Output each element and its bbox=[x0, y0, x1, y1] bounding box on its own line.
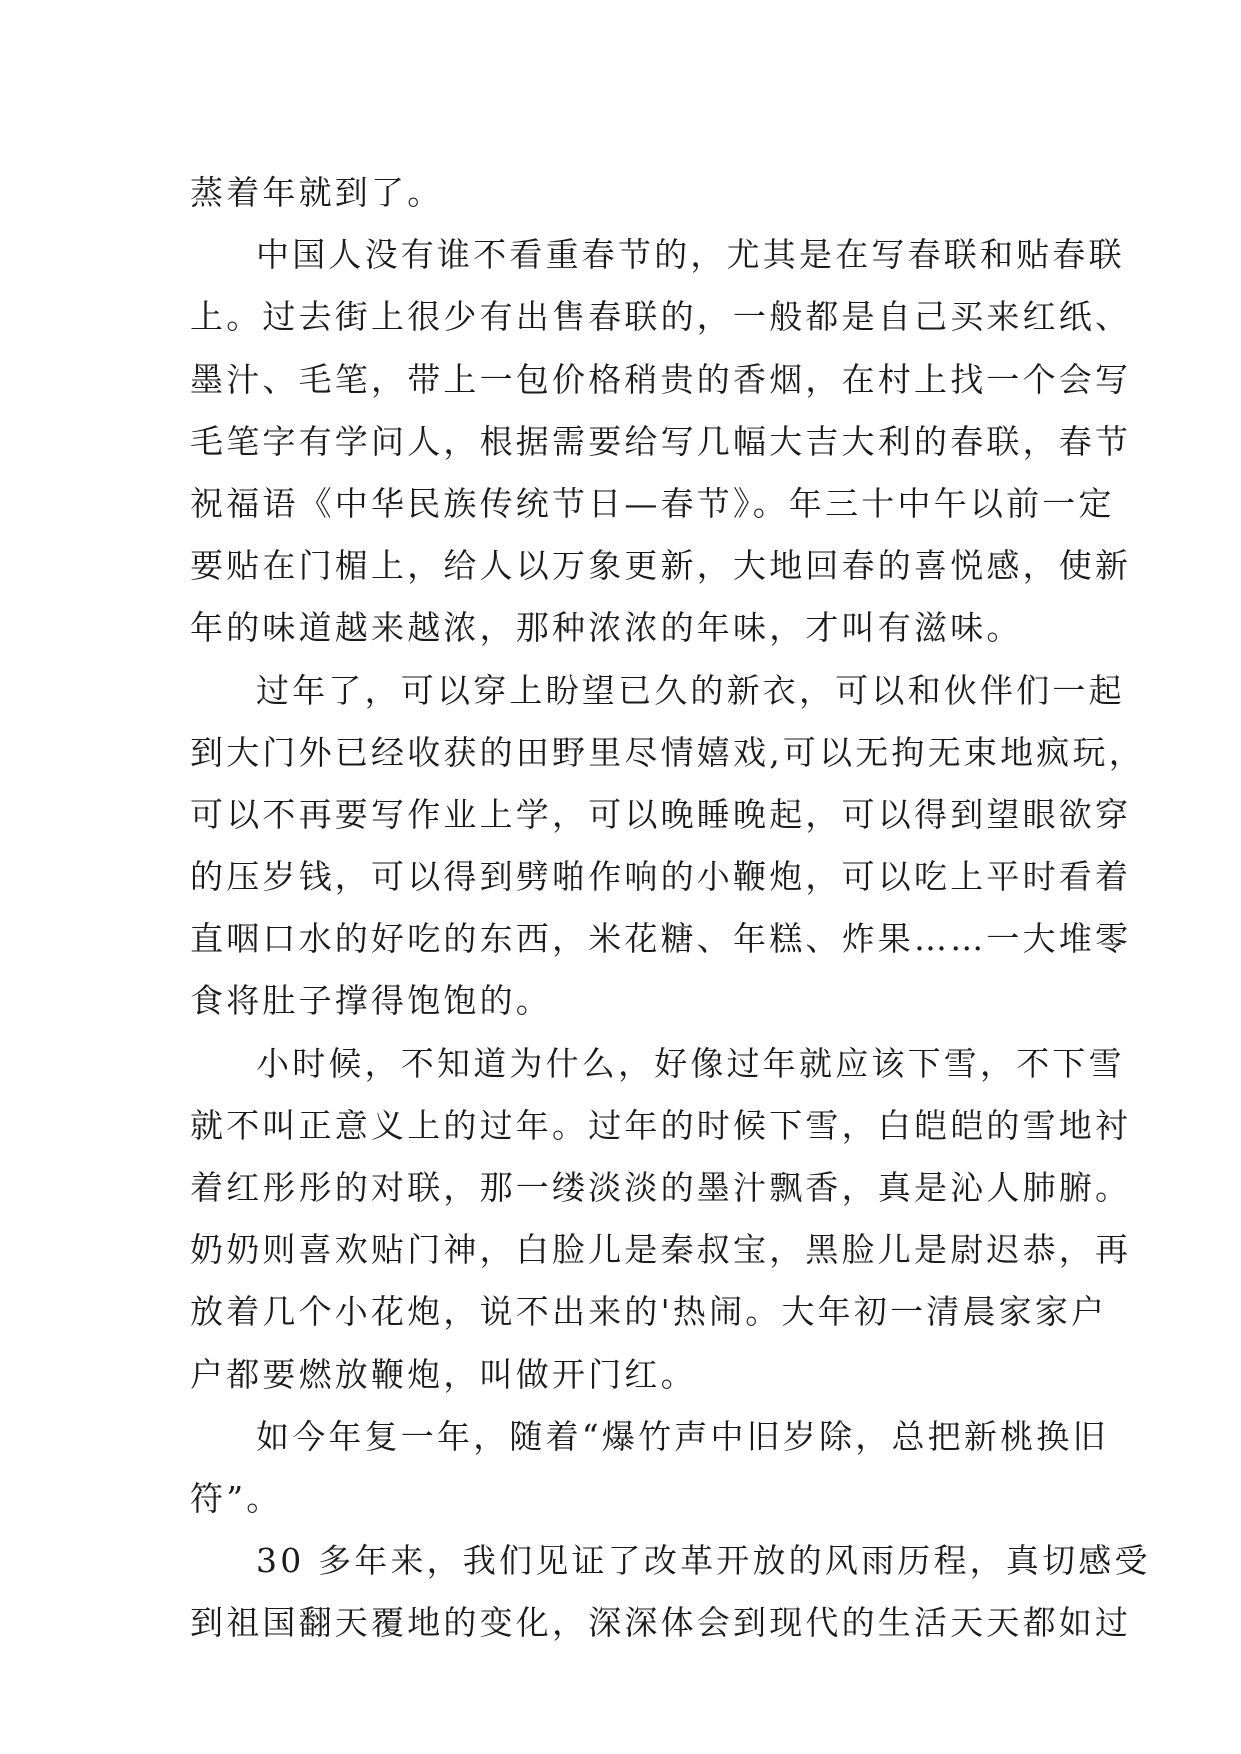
text-line-7: 要贴在门楣上，给人以万象更新，大地回春的喜悦感，使新 bbox=[190, 546, 1132, 586]
text-line-1: 蒸着年就到了。 bbox=[190, 173, 444, 212]
text-line-3: 上。过去街上很少有出售春联的，一般都是自己买来红纸、 bbox=[190, 297, 1132, 337]
text-line-5: 毛笔字有学问人，根据需要给写几幅大吉大利的春联，春节 bbox=[190, 421, 1132, 461]
text-line-24: 到祖国翻天覆地的变化，深深体会到现代的生活天天都如过 bbox=[190, 1603, 1132, 1643]
text-line-4: 墨汁、毛笔，带上一包价格稍贵的香烟，在村上找一个会写 bbox=[190, 359, 1132, 399]
text-line-6: 祝福语《中华民族传统节日—春节》。年三十中午以前一定 bbox=[190, 483, 1115, 523]
text-line-12: 的压岁钱，可以得到劈啪作响的小鞭炮，可以吃上平时看着 bbox=[190, 857, 1132, 897]
text-line-21: 如今年复一年，随着“爆竹声中旧岁除，总把新桃换旧 bbox=[256, 1416, 1109, 1456]
text-line-8: 年的味道越来越浓，那种浓浓的年味，才叫有滋味。 bbox=[190, 608, 1023, 648]
text-line-11: 可以不再要写作业上学，可以晚睡晚起，可以得到望眼欲穿 bbox=[190, 794, 1132, 834]
text-line-2: 中国人没有谁不看重春节的，尤其是在写春联和贴春联 bbox=[256, 235, 1125, 275]
text-line-22: 符”。 bbox=[190, 1478, 283, 1518]
text-line-17: 着红彤彤的对联，那一缕淡淡的墨汁飘香，真是沁人肺腑。 bbox=[190, 1168, 1132, 1207]
text-line-9: 过年了，可以穿上盼望已久的新衣，可以和伙伴们一起 bbox=[256, 670, 1125, 710]
text-line-13: 直咽口水的好吃的东西，米花糖、年糕、炸果……一大堆零 bbox=[190, 919, 1132, 959]
body-text bbox=[190, 162, 1151, 1655]
text-line-14: 食将肚子撑得饱饱的。 bbox=[190, 981, 552, 1021]
text-line-15: 小时候，不知道为什么，好像过年就应该下雪，不下雪 bbox=[256, 1043, 1125, 1083]
text-line-23: 30 多年来，我们见证了改革开放的风雨历程，真切感受 bbox=[256, 1541, 1151, 1581]
text-line-16: 就不叫正意义上的过年。过年的时候下雪，白皑皑的雪地衬 bbox=[190, 1105, 1132, 1145]
text-line-19: 放着几个小花炮，说不出来的'热闹。大年初一清晨家家户 bbox=[190, 1292, 1108, 1332]
text-line-20: 户都要燃放鞭炮，叫做开门红。 bbox=[190, 1354, 697, 1394]
text-line-18: 奶奶则喜欢贴门神，白脸儿是秦叔宝，黑脸儿是尉迟恭，再 bbox=[190, 1230, 1132, 1270]
text-line-10: 到大门外已经收获的田野里尽情嬉戏,可以无拘无束地疯玩， bbox=[190, 732, 1145, 772]
